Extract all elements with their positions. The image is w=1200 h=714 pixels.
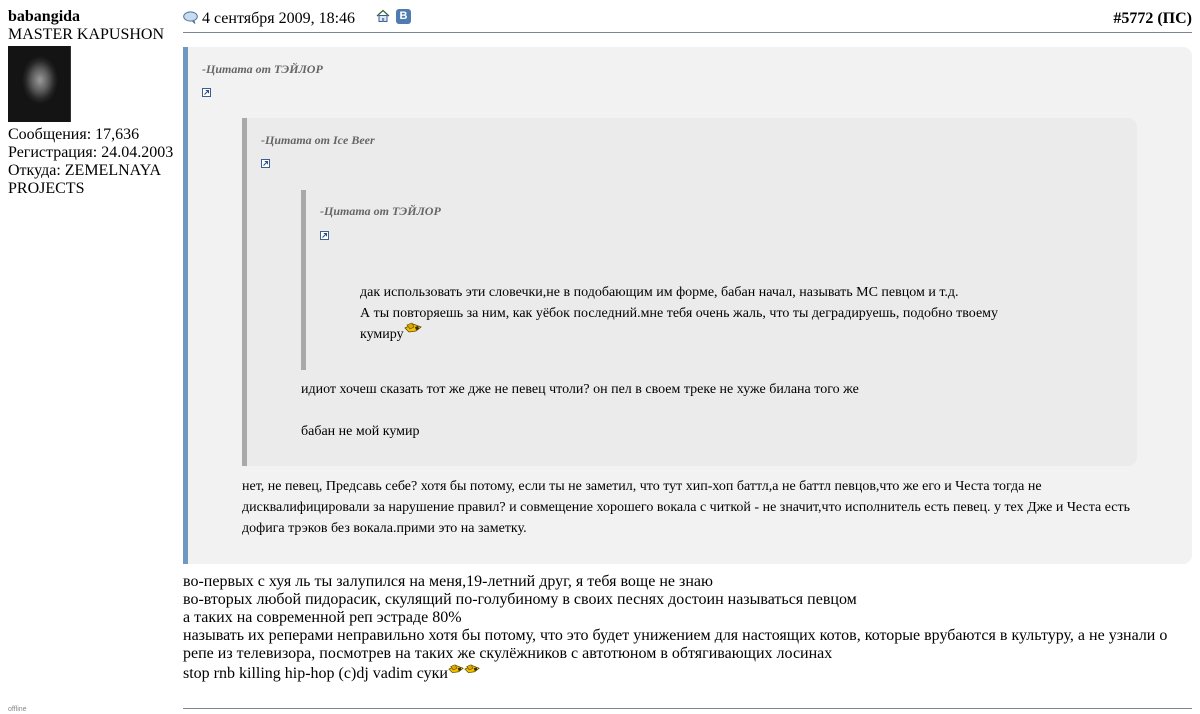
vk-icon[interactable]: B: [396, 9, 411, 24]
user-location: [8, 162, 180, 180]
posts-value: 17,636: [95, 126, 140, 143]
post-divider: [183, 708, 1192, 709]
quote-level-3: [301, 190, 1081, 370]
quote-line-with-smiley: [360, 324, 998, 345]
user-location-line2: PROJECTS: [8, 180, 85, 197]
post-number-value[interactable]: #5772: [1113, 10, 1154, 27]
quote-line: дак использовать эти словечки,не в подобающим им форме, бабан начал, называть МС певцом и т.д.: [360, 285, 959, 300]
quote-text: [242, 476, 1130, 539]
home-icon[interactable]: [376, 9, 390, 28]
user-posts: [8, 126, 180, 144]
quote-line: идиот хочеш сказать тот же дже не певец чтоли? он пел в своем треке не хуже билана того же: [301, 382, 859, 397]
speech-bubble-icon: [183, 11, 198, 29]
quote-author: -Цитата от Ice Beer: [261, 133, 375, 147]
from-label: Откуда:: [8, 162, 61, 179]
quote-line: кумиру: [360, 327, 404, 342]
body-line: называть их реперами неправильно хотя бы потому, что это будет унижением для настоящих котов, которые врубаются в культуру, а не узнали о: [183, 627, 1168, 644]
post-body: [183, 573, 1192, 683]
user-rank: MASTER KAPUSHON: [8, 26, 165, 43]
smiley-icon: [404, 321, 422, 344]
avatar: [8, 46, 71, 122]
paren-close: ): [1186, 10, 1192, 27]
quote-line: А ты повторяешь за ним, как уёбок последний.мне тебя очень жаль, что ты деградируешь, подобно твоему: [360, 306, 999, 321]
user-panel: [8, 8, 180, 198]
post-date: 4 сентября 2009, 18:46: [202, 10, 356, 27]
user-registration: [8, 144, 180, 162]
smiley-icon: [448, 662, 464, 683]
quote-text: [360, 282, 998, 345]
from-line1: ZEMELNAYA: [64, 162, 162, 179]
quote-line: бабан не мой кумир: [301, 424, 420, 439]
online-status: offline: [8, 706, 27, 713]
body-last-line: [183, 665, 1192, 683]
username-link[interactable]: babangida: [8, 8, 81, 25]
forum-tag[interactable]: ПС: [1162, 10, 1187, 27]
reg-label: Регистрация:: [8, 144, 98, 161]
smiley-icon: [464, 662, 480, 683]
post-number[interactable]: [1113, 10, 1192, 28]
body-line: во-первых с хуя ль ты залупился на меня,19-летний друг, я тебя воще не знаю: [183, 573, 713, 590]
body-line: во-вторых любой пидорасик, скулящий по-голубиному в своих песнях достоин называться певцом: [183, 591, 857, 608]
quote-line: нет, не певец, Предсавь себе? хотя бы потому, если ты не заметил, что тут хип-хоп баттл,а не баттл певцов,что же его и Честа тогда не: [242, 479, 1042, 494]
quote-author: -Цитата от ТЭЙЛОР: [202, 62, 323, 76]
reg-value: 24.04.2003: [101, 144, 174, 161]
paren-open: (: [1157, 10, 1163, 27]
body-line: репе из телевизора, посмотрев на таких же скулёжников с автотюном в обтягивающих лосинах: [183, 645, 833, 662]
jump-to-post-icon[interactable]: [320, 231, 329, 240]
quote-author: -Цитата от ТЭЙЛОР: [320, 204, 441, 218]
body-line: stop rnb killing hip-hop (c)dj vadim суки: [183, 665, 448, 682]
posts-label: Сообщения:: [8, 126, 92, 143]
quote-line: дисквалифицировали за нарушение правил? и совмещение хорошего вокала с читкой - не значит,что исполнитель есть певец. у тех Дже и Честа есть: [242, 500, 1130, 515]
jump-to-post-icon[interactable]: [261, 159, 270, 168]
quote-line: дофига трэков без вокала.прими это на заметку.: [242, 521, 527, 536]
body-line: а таких на современной реп эстраде 80%: [183, 609, 462, 626]
post-header: [183, 8, 1192, 33]
jump-to-post-icon[interactable]: [202, 88, 211, 97]
